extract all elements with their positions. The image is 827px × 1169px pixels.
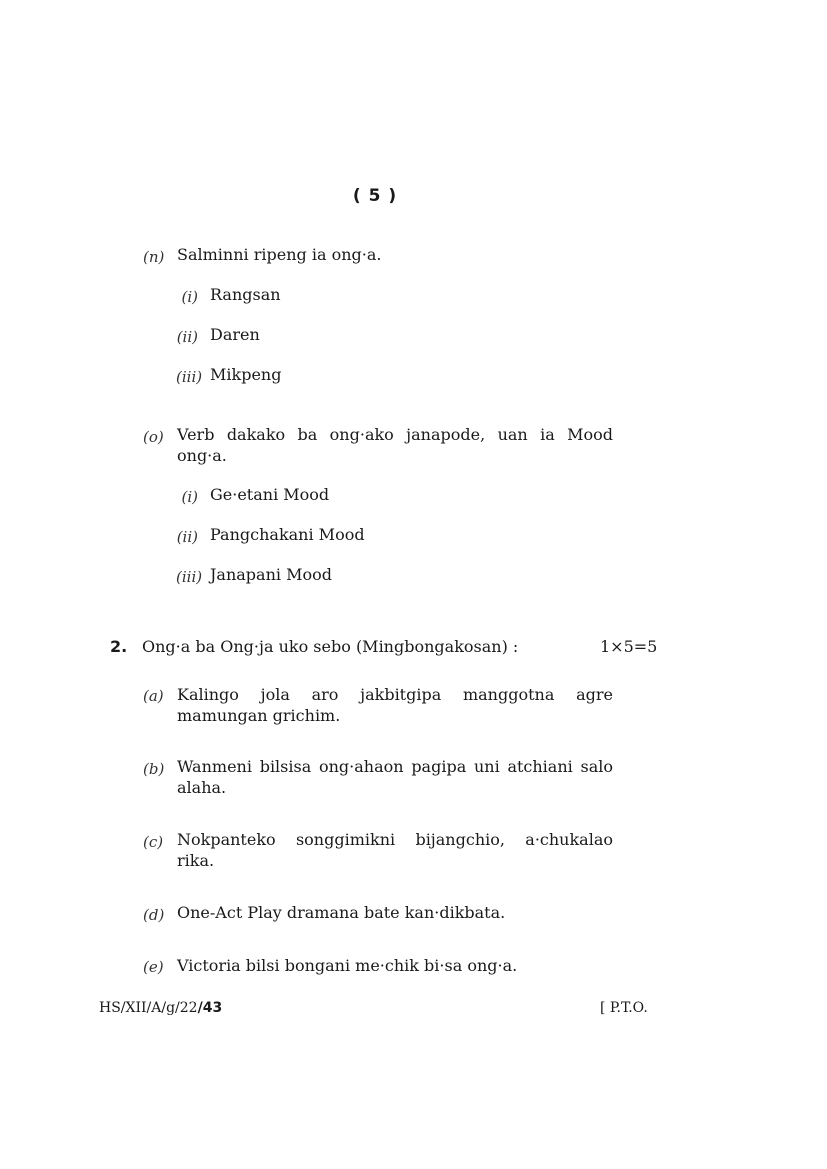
question-2b-line2: alaha.	[177, 778, 227, 797]
question-o-line2: ong·a.	[177, 446, 227, 465]
question-2b-line1: Wanmeni bilsisa ong·ahaon pagipa uni atchiani salo	[177, 757, 613, 776]
option-n-i-text: Rangsan	[210, 285, 281, 304]
option-o-iii-text: Janapani Mood	[210, 565, 332, 584]
option-n-i-label: (i)	[181, 288, 198, 306]
page-number: ( 5 )	[352, 186, 398, 206]
paper-code-suffix: /43	[197, 1000, 223, 1016]
question-2c-text	[177, 829, 613, 871]
question-2b-label: (b)	[143, 760, 165, 778]
question-2d-line1: One-Act Play dramana bate kan·dikbata.	[177, 903, 506, 922]
question-2a-text	[177, 684, 613, 726]
question-o-text	[177, 424, 613, 466]
question-2-number: 2.	[110, 637, 128, 656]
question-2a-label: (a)	[143, 687, 164, 705]
question-2c-line2: rika.	[177, 851, 215, 870]
option-o-i-label: (i)	[181, 488, 198, 506]
question-2e-text	[177, 955, 613, 976]
option-o-ii-text: Pangchakani Mood	[210, 525, 365, 544]
question-2-text: Ong·a ba Ong·ja uko sebo (Mingbongakosan) :	[142, 637, 519, 656]
question-2c-line1: Nokpanteko songgimikni bijangchio, a·chukalao	[177, 830, 613, 849]
question-2e-label: (e)	[143, 958, 164, 976]
option-o-i-text: Ge·etani Mood	[210, 485, 330, 504]
question-2c-label: (c)	[143, 833, 164, 851]
question-o-label: (o)	[143, 428, 164, 446]
question-2e-line1: Victoria bilsi bongani me·chik bi·sa ong·a.	[177, 956, 518, 975]
question-2a-line1: Kalingo jola aro jakbitgipa manggotna agre	[177, 685, 613, 704]
question-2-marks: 1×5=5	[600, 637, 658, 656]
question-n-text: Salminni ripeng ia ong·a.	[177, 245, 382, 264]
question-2b-text	[177, 756, 613, 798]
question-n-label: (n)	[143, 248, 165, 266]
option-n-ii-text: Daren	[210, 325, 260, 344]
option-o-iii-label: (iii)	[176, 568, 203, 586]
question-o-line1: Verb dakako ba ong·ako janapode, uan ia Mood	[177, 425, 613, 444]
option-n-ii-label: (ii)	[176, 328, 198, 346]
paper-code	[99, 1000, 222, 1016]
option-o-ii-label: (ii)	[176, 528, 198, 546]
option-n-iii-text: Mikpeng	[210, 365, 282, 384]
question-2d-text	[177, 902, 613, 923]
question-2d-label: (d)	[143, 906, 165, 924]
paper-code-prefix: HS/XII/A/g/22	[99, 1000, 198, 1016]
pto-note: [ P.T.O.	[600, 1000, 648, 1016]
option-n-iii-label: (iii)	[176, 368, 203, 386]
question-2a-line2: mamungan grichim.	[177, 706, 341, 725]
